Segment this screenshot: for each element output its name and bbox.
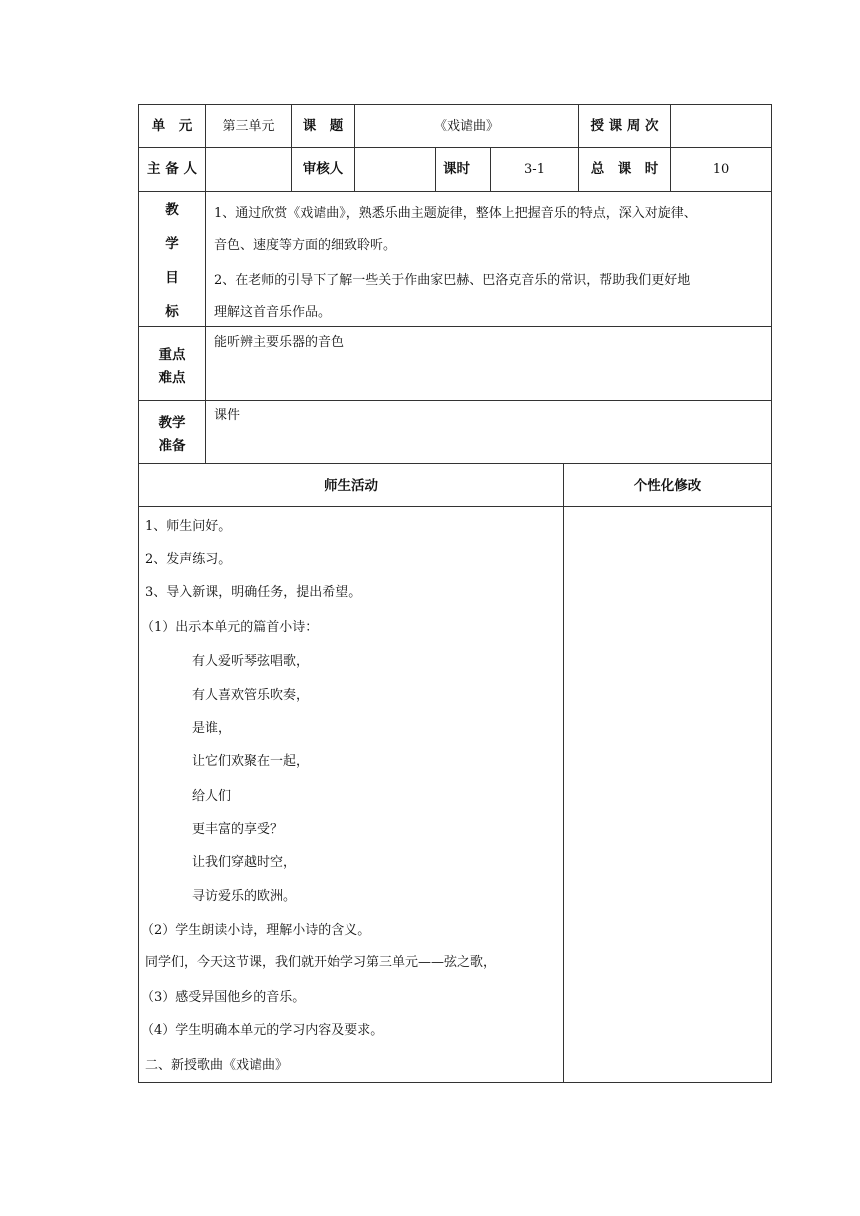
goals-label-3: 目: [165, 270, 179, 286]
key-points-label-1: 重点: [158, 347, 186, 363]
activity-line: 有人爱听琴弦唱歌，: [192, 654, 310, 669]
key-points-value: 能听辨主要乐器的音色: [214, 335, 345, 350]
preparation-value: 课件: [214, 408, 241, 423]
grid-line: [138, 463, 772, 464]
grid-line: [435, 147, 436, 191]
week-label: 授 课 周 次: [590, 118, 659, 134]
grid-line: [205, 104, 206, 463]
goals-label-1: 教: [165, 202, 179, 218]
activity-line: 二、新授歌曲《戏谑曲》: [145, 1058, 289, 1073]
activity-line: 寻访爱乐的欧洲。: [192, 889, 297, 904]
activity-line: 让我们穿越时空，: [192, 855, 297, 870]
activity-header-right: 个性化修改: [633, 478, 702, 494]
unit-value: 第三单元: [222, 119, 275, 134]
activity-line: 给人们: [192, 789, 232, 804]
grid-line: [563, 463, 564, 1083]
grid-line: [138, 1082, 772, 1083]
grid-line: [138, 191, 772, 192]
preparation-label-2: 准备: [158, 438, 186, 454]
activity-line: 更丰富的享受？: [192, 822, 284, 837]
reviewer-label: 审核人: [302, 161, 344, 177]
goals-label-4: 标: [165, 304, 179, 320]
total-value: 10: [712, 162, 730, 177]
activity-line: 1、师生问好。: [145, 519, 232, 534]
topic-value: 《戏谑曲》: [433, 119, 499, 134]
total-label: 总 课 时: [590, 161, 659, 177]
activity-line: 3、导入新课，明确任务，提出希望。: [145, 585, 362, 600]
grid-line: [138, 506, 772, 507]
grid-line: [138, 104, 139, 1083]
goals-line: 1、通过欣赏《戏谑曲》，熟悉乐曲主题旋律，整体上把握音乐的特点，深入对旋律、: [214, 206, 697, 221]
activity-line: 2、发声练习。: [145, 552, 232, 567]
preparation-label-1: 教学: [158, 415, 186, 431]
activity-line: （4）学生明确本单元的学习内容及要求。: [141, 1023, 384, 1038]
goals-line: 音色、速度等方面的细致聆听。: [214, 238, 397, 253]
period-label: 课时: [443, 161, 470, 177]
unit-label: 单 元: [151, 118, 193, 134]
grid-line: [138, 104, 772, 105]
grid-line: [771, 104, 772, 1083]
activity-line: 让它们欢聚在一起，: [192, 754, 310, 769]
grid-line: [138, 400, 772, 401]
goals-line: 2、在老师的引导下了解一些关于作曲家巴赫、巴洛克音乐的常识，帮助我们更好地: [214, 273, 691, 288]
activity-line: 是谁，: [192, 721, 232, 736]
activity-line: 同学们，今天这节课，我们就开始学习第三单元——弦之歌，: [145, 955, 497, 970]
activity-line: （3）感受异国他乡的音乐。: [141, 990, 306, 1005]
grid-line: [138, 147, 772, 148]
grid-line: [138, 326, 772, 327]
topic-label: 课 题: [302, 118, 344, 134]
period-value: 3-1: [524, 162, 545, 177]
key-points-label-2: 难点: [158, 370, 186, 386]
activity-line: 有人喜欢管乐吹奏，: [192, 688, 310, 703]
preparer-label: 主 备 人: [147, 161, 197, 177]
goals-label-2: 学: [165, 236, 179, 252]
activity-line: （2）学生朗读小诗，理解小诗的含义。: [141, 923, 371, 938]
activity-line: （1）出示本单元的篇首小诗：: [141, 620, 319, 635]
activity-header-left: 师生活动: [324, 478, 378, 494]
goals-line: 理解这首音乐作品。: [214, 305, 332, 320]
